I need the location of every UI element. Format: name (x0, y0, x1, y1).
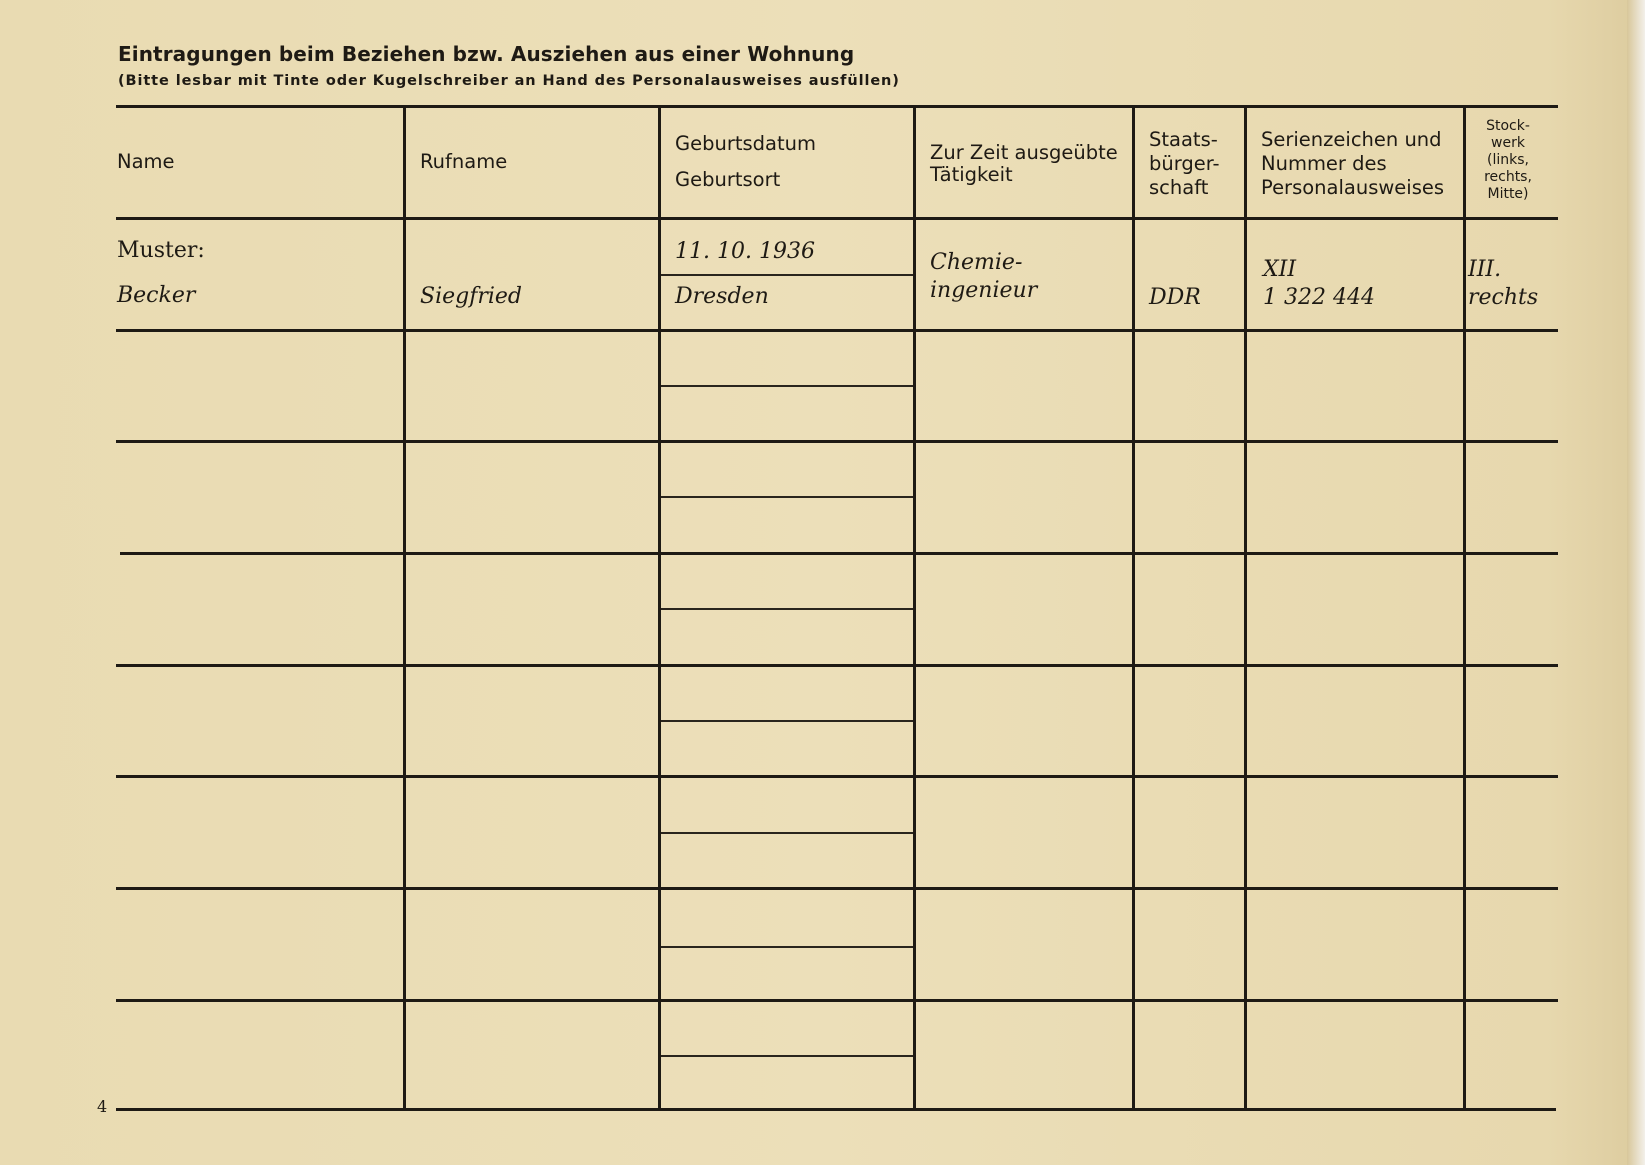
header-name: Name (117, 150, 175, 173)
example-stockwerk: III. (1468, 257, 1502, 282)
header-taetigkeit-line1: Zur Zeit ausgeübte (930, 141, 1118, 164)
example-label: Muster: (117, 238, 205, 263)
example-nummer: 1 322 444 (1263, 285, 1375, 310)
table-bottom-rule (116, 1108, 1556, 1111)
header-taetigkeit-line2: Tätigkeit (930, 163, 1013, 186)
header-stockwerk-line3: (links, (1487, 152, 1529, 168)
row-rule (116, 664, 1558, 667)
example-taetigkeit-line1: Chemie- (930, 250, 1023, 275)
row-rule (120, 552, 1558, 555)
example-row-rule (116, 329, 1558, 332)
header-stockwerk-line4: rechts, (1484, 169, 1532, 185)
page-edge (1627, 0, 1645, 1165)
header-stockwerk-line2: werk (1491, 135, 1525, 151)
date-place-divider (661, 832, 913, 834)
date-place-divider (661, 274, 913, 276)
example-geburtsort: Dresden (675, 284, 769, 309)
example-geburtsdatum: 11. 10. 1936 (675, 239, 815, 264)
header-serie-line3: Personalausweises (1261, 176, 1445, 199)
column-separator (1463, 105, 1466, 1111)
date-place-divider (661, 946, 913, 948)
header-serie-line1: Serienzeichen und (1261, 128, 1442, 151)
page-number: 4 (97, 1097, 108, 1116)
date-place-divider (661, 385, 913, 387)
column-separator (403, 105, 406, 1111)
header-staat-line1: Staats- (1149, 128, 1218, 151)
header-bottom-rule (116, 217, 1558, 220)
header-stockwerk (1468, 118, 1548, 203)
header-rufname: Rufname (420, 150, 508, 173)
header-stockwerk-line5: Mitte) (1487, 186, 1529, 202)
date-place-divider (661, 1055, 913, 1057)
date-place-divider (661, 608, 913, 610)
column-separator (1132, 105, 1135, 1111)
table-top-rule (116, 105, 1558, 108)
header-serie-line2: Nummer des (1261, 152, 1387, 175)
column-separator (1244, 105, 1247, 1111)
example-rufname: Siegfried (420, 284, 523, 309)
row-rule (116, 440, 1558, 443)
row-rule (116, 887, 1558, 890)
header-staat-line2: bürger- (1149, 152, 1220, 175)
form-subtitle: (Bitte lesbar mit Tinte oder Kugelschreiber an Hand des Personalausweises ausfüllen) (118, 73, 900, 89)
header-stockwerk-line1: Stock- (1486, 118, 1530, 134)
row-rule (116, 999, 1558, 1002)
form-title: Eintragungen beim Beziehen bzw. Ausziehen aus einer Wohnung (118, 42, 855, 66)
example-seite: rechts (1468, 285, 1539, 310)
row-rule (116, 775, 1558, 778)
column-separator (913, 105, 916, 1111)
header-staat-line3: schaft (1149, 176, 1209, 199)
date-place-divider (661, 496, 913, 498)
example-staatsbuergerschaft: DDR (1149, 285, 1201, 310)
date-place-divider (661, 720, 913, 722)
header-geburtsort: Geburtsort (675, 168, 781, 191)
example-taetigkeit-line2: ingenieur (930, 278, 1038, 303)
example-serie: XII (1263, 257, 1297, 282)
header-geburtsdatum: Geburtsdatum (675, 132, 816, 155)
example-name: Becker (117, 283, 196, 308)
